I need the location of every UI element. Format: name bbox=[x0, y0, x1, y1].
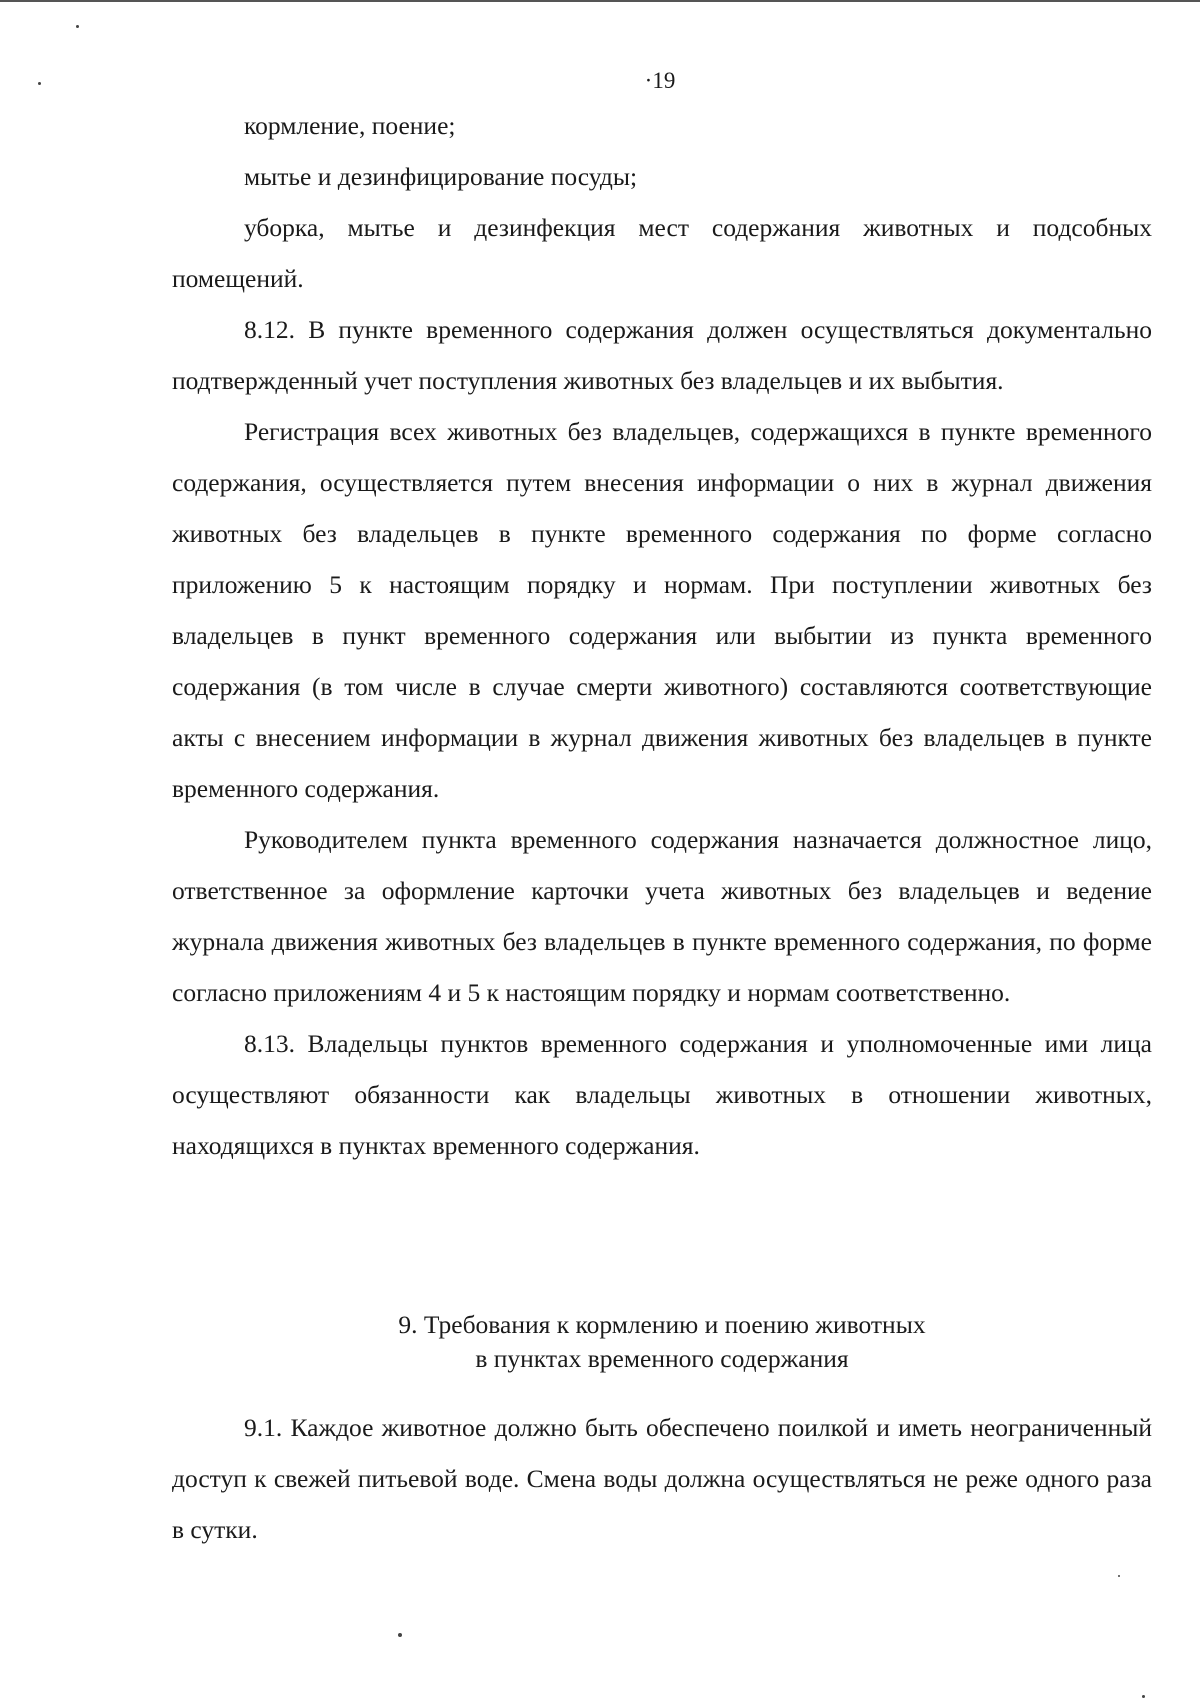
scan-speck bbox=[38, 82, 41, 85]
paragraph-8-12: 8.12. В пункте временного содержания должен осуществляться документально подтвержденный учет поступления животных без владельцев и их выбытия. bbox=[172, 315, 1152, 395]
page-number: ·19 bbox=[644, 68, 676, 93]
scan-speck bbox=[1118, 1575, 1120, 1577]
scan-speck bbox=[76, 25, 79, 28]
scan-speck bbox=[1142, 1695, 1145, 1698]
scan-speck bbox=[398, 1633, 402, 1637]
scan-edge-line bbox=[0, 0, 1200, 2]
list-item: уборка, мытье и дезинфекция мест содержания животных и подсобных помещений. bbox=[172, 213, 1152, 293]
list-item: кормление, поение; bbox=[244, 111, 456, 140]
paragraph-9-1: 9.1. Каждое животное должно быть обеспечено поилкой и иметь неограниченный доступ к свежей питьевой воде. Смена воды должна осуществляться не реже одного раза в сутки. bbox=[172, 1413, 1152, 1544]
list-item: мытье и дезинфицирование посуды; bbox=[244, 162, 638, 191]
paragraph-registration: Регистрация всех животных без владельцев, содержащихся в пункте временного содержания, осуществляется путем внесения информации о них в журнал движения животных без владельцев в пункте временного содержания по форме согласно приложению 5 к настоящим порядку и нормам. При поступлении животных без владельцев в пункт временного содержания или выбытии из пункта временного содержания (в том числе в случае смерти животного) составляются соответствующие акты с внесением информации в журнал движения животных без владельцев в пункте временного содержания. bbox=[172, 417, 1152, 803]
body-text-top bbox=[172, 100, 1152, 1171]
paragraph-responsible-person: Руководителем пункта временного содержания назначается должностное лицо, ответственное за оформление карточки учета животных без владельцев и ведение журнала движения животных без владельцев в пункте временного содержания, по форме согласно приложениям 4 и 5 к настоящим порядку и нормам соответственно. bbox=[172, 825, 1152, 1007]
body-text-bottom bbox=[172, 1402, 1152, 1555]
section-heading-line1: 9. Требования к кормлению и поению животных bbox=[398, 1310, 926, 1339]
section-heading bbox=[172, 1308, 1152, 1376]
section-heading-line2: в пунктах временного содержания bbox=[475, 1344, 849, 1373]
paragraph-8-13: 8.13. Владельцы пунктов временного содержания и уполномоченные ими лица осуществляют обязанности как владельцы животных в отношении животных, находящихся в пунктах временного содержания. bbox=[172, 1029, 1152, 1160]
